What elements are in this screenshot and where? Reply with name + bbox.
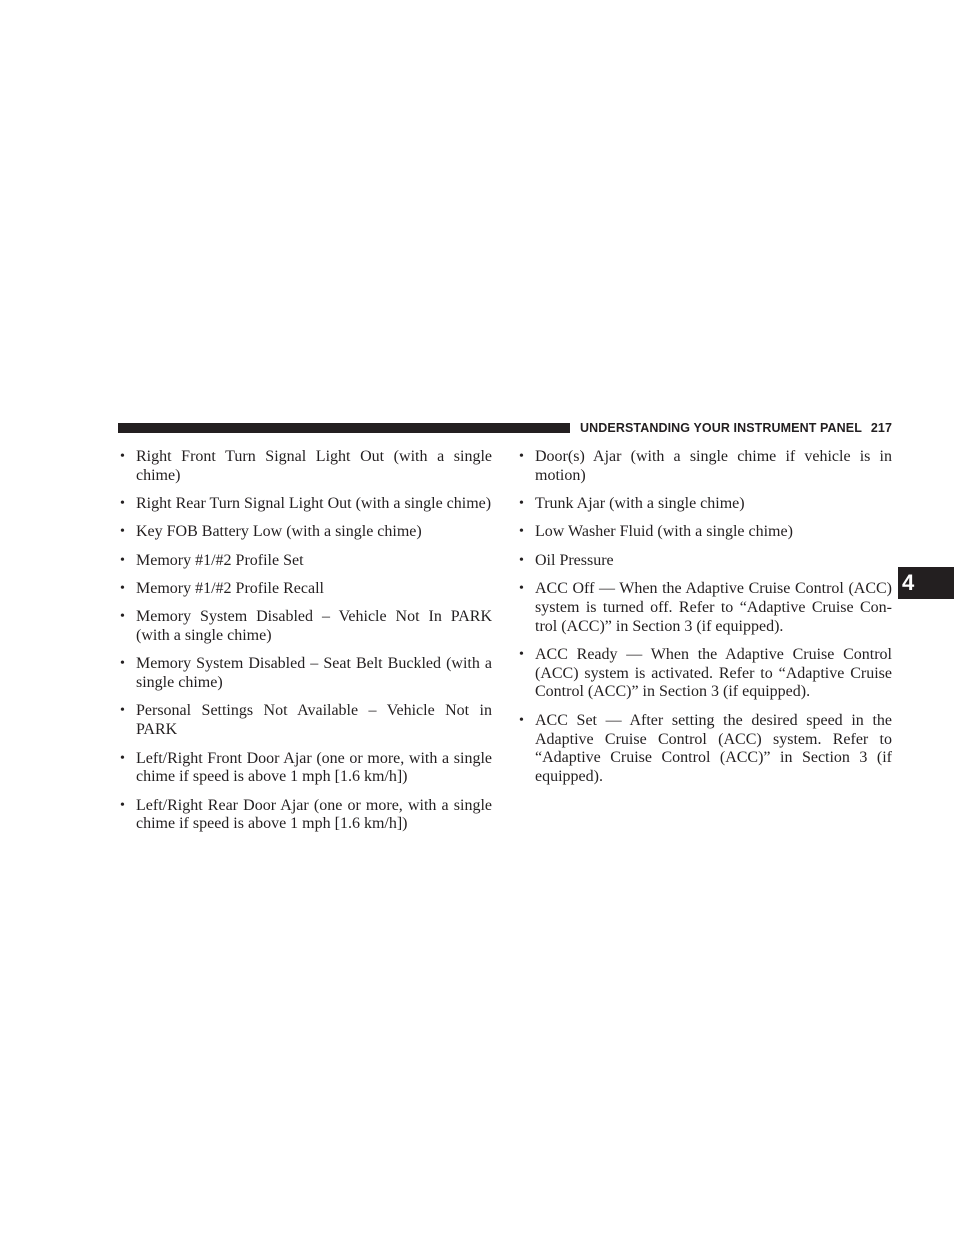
section-tab: 4 [898, 567, 954, 599]
header-rule [118, 423, 570, 433]
list-item: • Memory #1/#2 Profile Recall [120, 579, 324, 597]
list-item: • Key FOB Battery Low (with a single chime) [120, 523, 422, 541]
bullet-icon: • [519, 712, 524, 728]
bullet-icon: • [120, 580, 125, 596]
bullet-icon: • [519, 524, 524, 540]
bullet-icon: • [120, 552, 125, 568]
bullet-icon: • [519, 646, 524, 662]
list-item: • Low Washer Fluid (with a single chime) [519, 523, 793, 541]
bullet-icon: • [120, 524, 125, 540]
list-item: • Trunk Ajar (with a single chime) [519, 495, 745, 513]
bullet-icon: • [120, 750, 125, 766]
list-item: • Oil Pressure [519, 551, 614, 569]
list-item: • Memory System Disabled – Seat Belt Buckled (with a single chime) [120, 655, 492, 692]
list-item: • Right Front Turn Signal Light Out (with a single chime) [120, 448, 492, 484]
header-title: UNDERSTANDING YOUR INSTRUMENT PANEL [580, 421, 862, 435]
bullet-icon: • [120, 496, 125, 512]
bullet-icon: • [120, 449, 125, 464]
list-item: • ACC Ready — When the Adaptive Cruise Control (ACC) system is activated. Refer to “Adaptive Cruise Control (ACC)” in Section 3 (if equipped). [519, 645, 892, 701]
bullet-icon: • [120, 797, 125, 813]
list-item: • Memory System Disabled – Vehicle Not In PARK (with a single chime) [120, 608, 492, 645]
list-item: • Left/Right Front Door Ajar (one or more, with a single chime if speed is above 1 mph [1.6 km/h]) [120, 749, 492, 786]
bullet-icon: • [519, 552, 524, 568]
list-item: • ACC Set — After setting the desired speed in the Adaptive Cruise Control (ACC) system. Refer to “Adaptive Cruise Control (ACC)” in Section 3 (if equipped). [519, 711, 892, 786]
running-header [580, 419, 892, 437]
bullet-icon: • [120, 609, 125, 625]
list-item: • Door(s) Ajar (with a single chime if vehicle is in motion) [519, 448, 892, 484]
list-item: • Personal Settings Not Available – Vehicle Not in PARK [120, 702, 492, 739]
right-column-list [517, 448, 892, 796]
page-number: 217 [870, 421, 892, 435]
list-item: • Right Rear Turn Signal Light Out (with a single chime) [120, 495, 492, 513]
bullet-icon: • [519, 580, 524, 596]
bullet-icon: • [519, 449, 524, 464]
list-item: • Memory #1/#2 Profile Set [120, 551, 304, 569]
bullet-icon: • [519, 496, 524, 512]
list-item: • Left/Right Rear Door Ajar (one or more, with a single chime if speed is above 1 mph [1.6 km/h]) [120, 796, 492, 833]
list-item: • ACC Off — When the Adaptive Cruise Control (ACC) system is turned off. Refer to “Adaptive Cruise Con-trol (ACC)” in Section 3 (if equipped). [519, 579, 892, 635]
left-column-list [118, 448, 492, 844]
bullet-icon: • [120, 703, 125, 719]
bullet-icon: • [120, 656, 125, 672]
